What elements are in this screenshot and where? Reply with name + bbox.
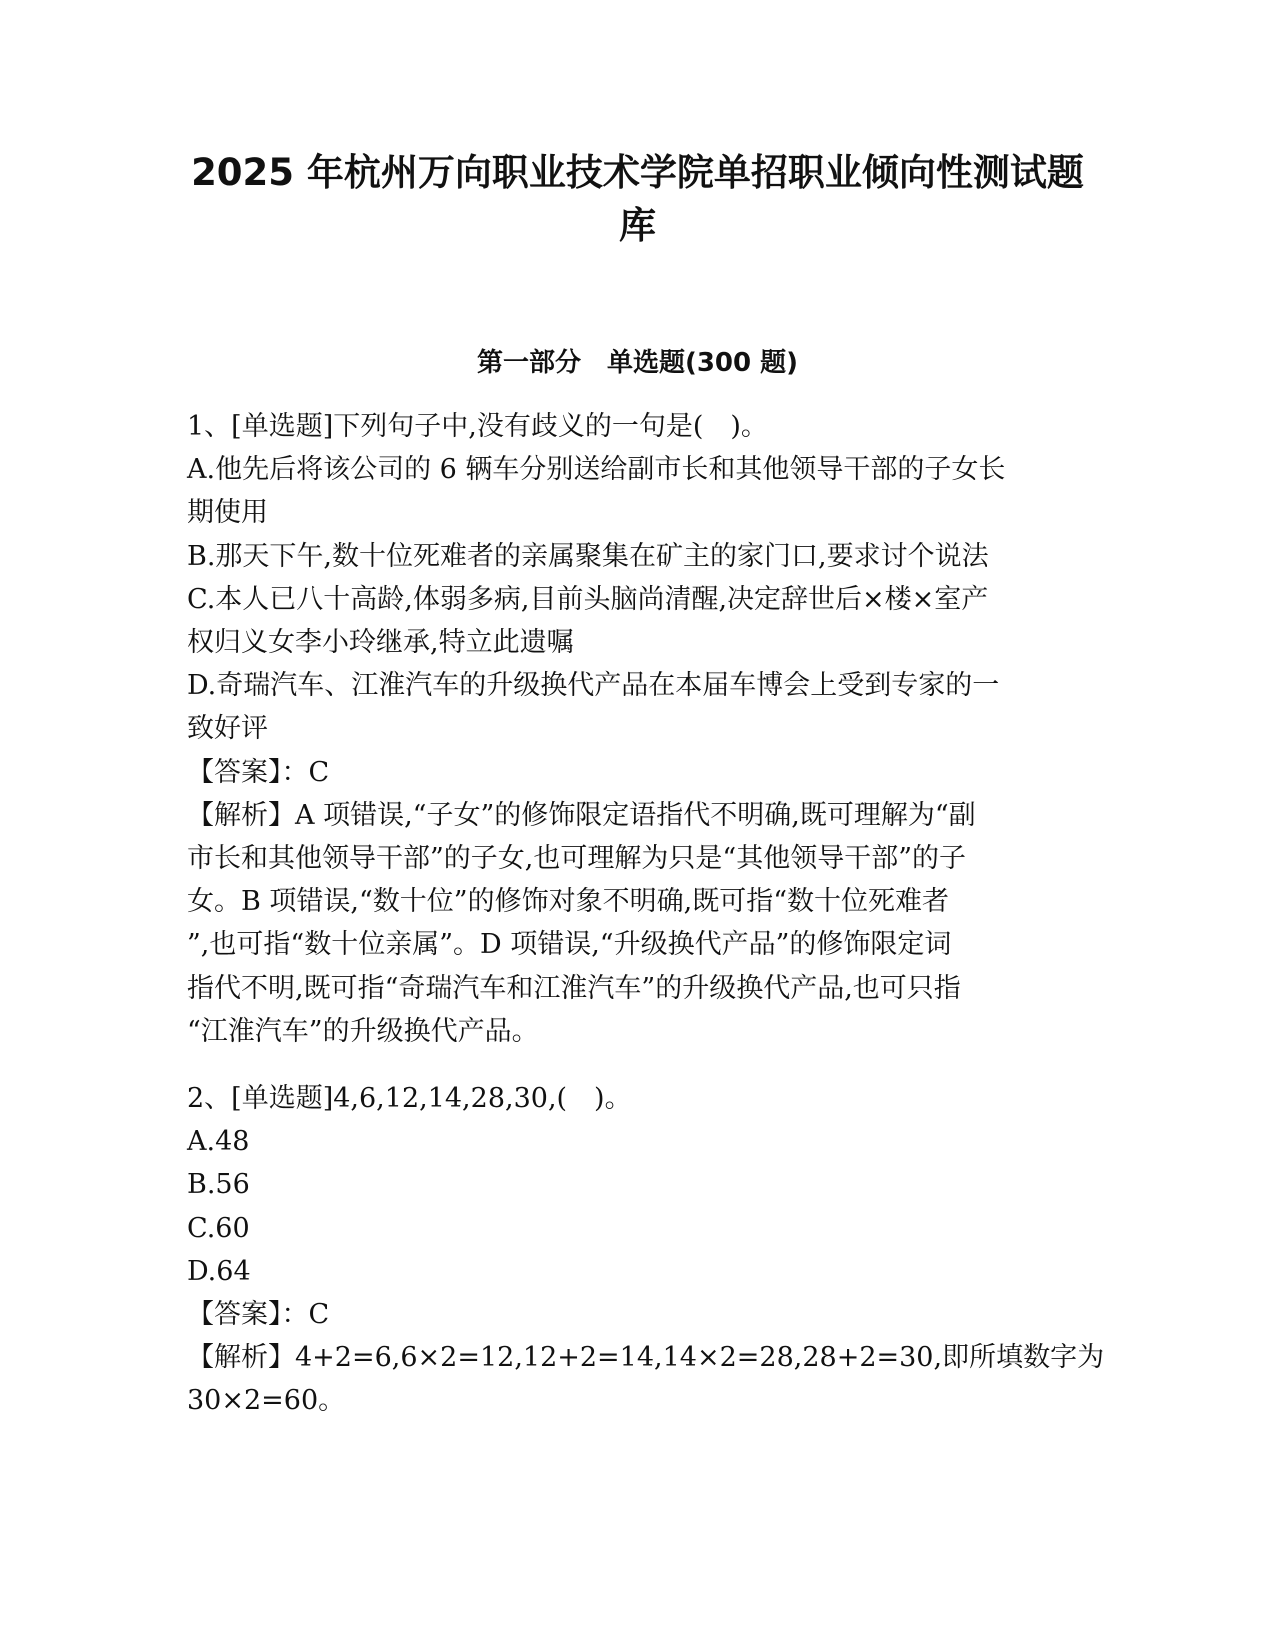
question-1-option-a: A.他先后将该公司的 6 辆车分别送给副市长和其他领导干部的子女长 xyxy=(187,454,1006,486)
question-2 xyxy=(187,1077,1105,1423)
question-1-analysis-line: “江淮汽车”的升级换代产品。 xyxy=(187,1015,539,1047)
question-1-option-b: B.那天下午,数十位死难者的亲属聚集在矿主的家门口,要求讨个说法 xyxy=(187,540,989,572)
question-1-analysis-line: 市长和其他领导干部”的子女,也可理解为只是“其他领导干部”的子 xyxy=(187,843,966,875)
question-2-option-c: C.60 xyxy=(187,1212,250,1244)
question-1-stem: 1、[单选题]下列句子中,没有歧义的一句是( )。 xyxy=(187,411,768,442)
question-2-analysis-line: 【解析】4+2=6,6×2=12,12+2=14,14×2=28,28+2=30,即所填数字为 xyxy=(187,1342,1105,1374)
title-line-1: 2025 年杭州万向职业技术学院单招职业倾向性测试题 xyxy=(191,151,1084,194)
question-2-analysis-line: 30×2=60。 xyxy=(187,1385,346,1417)
question-1-option-c-cont: 权归义女李小玲继承,特立此遗嘱 xyxy=(187,627,574,659)
question-1-option-d: D.奇瑞汽车、江淮汽车的升级换代产品在本届车博会上受到专家的一 xyxy=(187,670,1000,702)
question-2-option-d: D.64 xyxy=(187,1255,251,1287)
section-heading: 第一部分 单选题(300 题) xyxy=(476,348,799,378)
question-1-analysis-line: 【解析】A 项错误,“子女”的修饰限定语指代不明确,既可理解为“副 xyxy=(187,799,976,831)
document-title xyxy=(150,146,1125,252)
question-2-option-b: B.56 xyxy=(187,1169,250,1201)
question-1 xyxy=(187,405,1087,1053)
question-1-analysis-line: 指代不明,既可指“奇瑞汽车和江淮汽车”的升级换代产品,也可只指 xyxy=(187,972,961,1004)
question-2-answer: 【答案】：C xyxy=(187,1299,330,1331)
title-line-2: 库 xyxy=(619,204,656,247)
question-2-stem: 2、[单选题]4,6,12,14,28,30,( )。 xyxy=(187,1083,632,1114)
question-2-option-a: A.48 xyxy=(187,1126,250,1158)
question-1-option-d-cont: 致好评 xyxy=(187,713,268,745)
question-1-option-a-cont: 期使用 xyxy=(187,497,268,529)
question-1-analysis-line: 女。B 项错误,“数十位”的修饰对象不明确,既可指“数十位死难者 xyxy=(187,886,949,918)
question-1-answer: 【答案】：C xyxy=(187,756,330,788)
question-1-analysis-line: ”,也可指“数十位亲属”。D 项错误,“升级换代产品”的修饰限定词 xyxy=(187,929,952,961)
question-1-option-c: C.本人已八十高龄,体弱多病,目前头脑尚清醒,决定辞世后×楼×室产 xyxy=(187,583,989,615)
